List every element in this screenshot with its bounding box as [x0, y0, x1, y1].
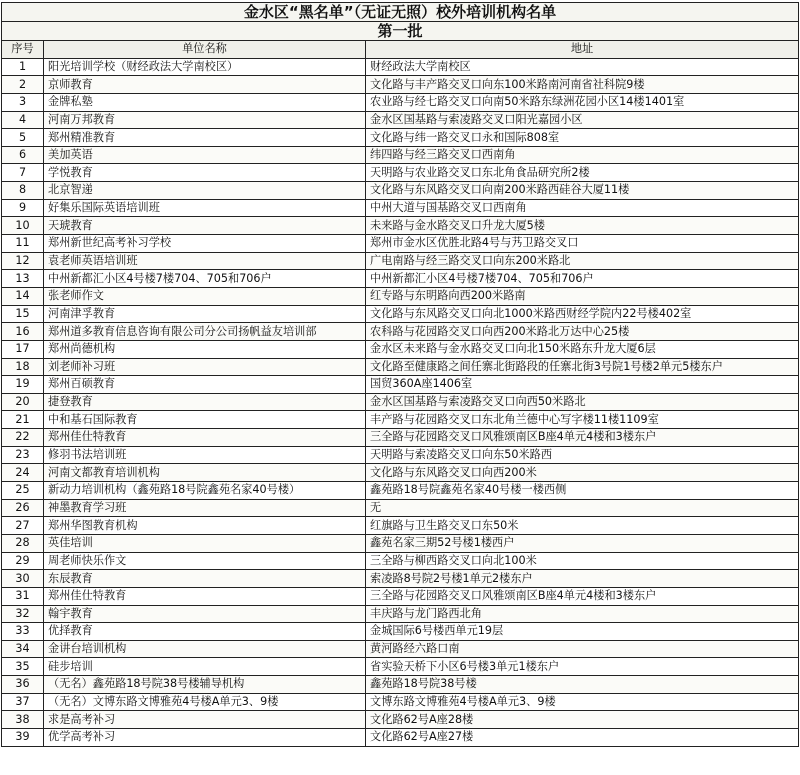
row-name: 修羽书法培训班 — [44, 446, 366, 464]
table-row — [2, 129, 799, 147]
table-row — [2, 728, 799, 746]
row-address: 郑州市金水区优胜北路4号与艿卫路交叉口 — [366, 235, 799, 253]
row-number: 22 — [2, 429, 44, 447]
row-number: 27 — [2, 517, 44, 535]
row-address: 文化路与东风路交叉口向南200米路西硅谷大厦11楼 — [366, 182, 799, 200]
row-number: 37 — [2, 693, 44, 711]
row-address: 鑫苑路18号院鑫苑名家40号楼一楼西侧 — [366, 482, 799, 500]
row-name: （无名）鑫苑路18号院38号楼辅导机构 — [44, 676, 366, 694]
row-number: 2 — [2, 76, 44, 94]
row-name: 东辰教育 — [44, 570, 366, 588]
table-row — [2, 252, 799, 270]
row-name: （无名）文博东路文博雅苑4号楼A单元3、9楼 — [44, 693, 366, 711]
table-row — [2, 376, 799, 394]
row-name: 美加英语 — [44, 146, 366, 164]
table-title: 金水区“黑名单”（无证无照）校外培训机构名单 — [2, 3, 799, 22]
table-row — [2, 217, 799, 235]
row-address: 文化路62号A座28楼 — [366, 711, 799, 729]
header-no: 序号 — [2, 41, 44, 59]
row-name: 北京智递 — [44, 182, 366, 200]
row-name: 捷登教育 — [44, 393, 366, 411]
table-row — [2, 499, 799, 517]
row-address: 无 — [366, 499, 799, 517]
table-row — [2, 199, 799, 217]
row-number: 14 — [2, 287, 44, 305]
row-address: 文化路62号A座27楼 — [366, 728, 799, 746]
table-row — [2, 446, 799, 464]
row-address: 文化路与丰产路交叉口向东100米路南河南省社科院9楼 — [366, 76, 799, 94]
table-row — [2, 605, 799, 623]
row-name: 郑州华图教育机构 — [44, 517, 366, 535]
row-number: 26 — [2, 499, 44, 517]
row-address: 中州新都汇小区4号楼7楼704、705和706户 — [366, 270, 799, 288]
row-address: 广电南路与经三路交叉口向东200米路北 — [366, 252, 799, 270]
table-row — [2, 411, 799, 429]
row-address: 红专路与东明路向西200米路南 — [366, 287, 799, 305]
row-name: 河南万邦教育 — [44, 111, 366, 129]
row-number: 9 — [2, 199, 44, 217]
table-row — [2, 693, 799, 711]
row-address: 文化路与东风路交叉口向西200米 — [366, 464, 799, 482]
table-row — [2, 164, 799, 182]
table-row — [2, 323, 799, 341]
row-number: 24 — [2, 464, 44, 482]
row-number: 23 — [2, 446, 44, 464]
row-address: 中州大道与国基路交叉口西南角 — [366, 199, 799, 217]
row-number: 5 — [2, 129, 44, 147]
table-row — [2, 658, 799, 676]
table-row — [2, 517, 799, 535]
row-address: 财经政法大学南校区 — [366, 58, 799, 76]
row-name: 郑州尚德机构 — [44, 340, 366, 358]
row-name: 河南津孚教育 — [44, 305, 366, 323]
row-name: 金牌私塾 — [44, 93, 366, 111]
row-address: 纬四路与经三路交叉口西南角 — [366, 146, 799, 164]
table-row — [2, 587, 799, 605]
row-address: 红旗路与卫生路交叉口东50米 — [366, 517, 799, 535]
row-number: 21 — [2, 411, 44, 429]
row-address: 三全路与柳西路交叉口向北100米 — [366, 552, 799, 570]
table-row — [2, 640, 799, 658]
table-row — [2, 552, 799, 570]
row-name: 天琥教育 — [44, 217, 366, 235]
row-address: 文化路至健康路之间任寨北街路段的任寨北街3号院1号楼2单元5楼东户 — [366, 358, 799, 376]
table-row — [2, 393, 799, 411]
row-address: 黄河路经六路口南 — [366, 640, 799, 658]
row-name: 优择教育 — [44, 623, 366, 641]
row-number: 34 — [2, 640, 44, 658]
row-address: 三全路与花园路交叉口风雅颂南区B座4单元4楼和3楼东户 — [366, 587, 799, 605]
row-address: 金水区未来路与金水路交叉口向北150米路东升龙大厦6层 — [366, 340, 799, 358]
row-number: 33 — [2, 623, 44, 641]
row-number: 1 — [2, 58, 44, 76]
row-number: 7 — [2, 164, 44, 182]
row-address: 文博东路文博雅苑4号楼A单元3、9楼 — [366, 693, 799, 711]
row-number: 8 — [2, 182, 44, 200]
header-name: 单位名称 — [44, 41, 366, 59]
row-number: 10 — [2, 217, 44, 235]
row-name: 张老师作文 — [44, 287, 366, 305]
table-row — [2, 570, 799, 588]
table-row — [2, 305, 799, 323]
row-name: 郑州新世纪高考补习学校 — [44, 235, 366, 253]
row-name: 袁老师英语培训班 — [44, 252, 366, 270]
row-name: 郑州佳仕特教育 — [44, 587, 366, 605]
row-name: 河南文都教育培训机构 — [44, 464, 366, 482]
row-name: 金讲台培训机构 — [44, 640, 366, 658]
row-number: 4 — [2, 111, 44, 129]
batch-row — [2, 22, 799, 41]
row-name: 郑州百硕教育 — [44, 376, 366, 394]
table-row — [2, 182, 799, 200]
batch-label: 第一批 — [2, 22, 799, 41]
title-row — [2, 3, 799, 22]
row-address: 鑫苑名家三期52号楼1楼西户 — [366, 534, 799, 552]
row-name: 新动力培训机构（鑫苑路18号院鑫苑名家40号楼） — [44, 482, 366, 500]
table-row — [2, 340, 799, 358]
row-number: 35 — [2, 658, 44, 676]
row-name: 中和基石国际教育 — [44, 411, 366, 429]
row-address: 农业路与经七路交叉口向南50米路东绿洲花园小区14楼1401室 — [366, 93, 799, 111]
row-name: 中州新都汇小区4号楼7楼704、705和706户 — [44, 270, 366, 288]
table-row — [2, 58, 799, 76]
row-name: 郑州精准教育 — [44, 129, 366, 147]
row-number: 36 — [2, 676, 44, 694]
row-name: 好集乐国际英语培训班 — [44, 199, 366, 217]
table-row — [2, 235, 799, 253]
table-row — [2, 111, 799, 129]
row-number: 32 — [2, 605, 44, 623]
table-row — [2, 464, 799, 482]
table-row — [2, 623, 799, 641]
table-row — [2, 93, 799, 111]
row-address: 国贸360A座1406室 — [366, 376, 799, 394]
row-name: 优学高考补习 — [44, 728, 366, 746]
row-address: 未来路与金水路交叉口升龙大厦5楼 — [366, 217, 799, 235]
table-row — [2, 270, 799, 288]
row-address: 天明路与索凌路交叉口向东50米路西 — [366, 446, 799, 464]
row-address: 鑫苑路18号院38号楼 — [366, 676, 799, 694]
row-number: 38 — [2, 711, 44, 729]
row-address: 天明路与农业路交叉口东北角食品研究所2楼 — [366, 164, 799, 182]
row-address: 金水区国基路与索凌路交叉口阳光嘉园小区 — [366, 111, 799, 129]
row-address: 丰产路与花园路交叉口东北角兰德中心写字楼11楼1109室 — [366, 411, 799, 429]
row-number: 30 — [2, 570, 44, 588]
row-number: 17 — [2, 340, 44, 358]
table-row — [2, 429, 799, 447]
row-name: 刘老师补习班 — [44, 358, 366, 376]
header-row — [2, 41, 799, 59]
row-number: 39 — [2, 728, 44, 746]
blacklist-table — [1, 2, 799, 747]
row-name: 阳光培训学校（财经政法大学南校区） — [44, 58, 366, 76]
row-number: 29 — [2, 552, 44, 570]
row-address: 农科路与花园路交叉口向西200米路北万达中心25楼 — [366, 323, 799, 341]
table-row — [2, 534, 799, 552]
table-row — [2, 358, 799, 376]
row-address: 索凌路8号院2号楼1单元2楼东户 — [366, 570, 799, 588]
row-number: 25 — [2, 482, 44, 500]
row-number: 20 — [2, 393, 44, 411]
row-name: 求是高考补习 — [44, 711, 366, 729]
row-number: 6 — [2, 146, 44, 164]
row-name: 周老师快乐作文 — [44, 552, 366, 570]
row-name: 京师教育 — [44, 76, 366, 94]
table-row — [2, 482, 799, 500]
table-row — [2, 287, 799, 305]
row-name: 学悦教育 — [44, 164, 366, 182]
row-number: 13 — [2, 270, 44, 288]
row-address: 省实验天桥下小区6号楼3单元1楼东户 — [366, 658, 799, 676]
row-name: 硅步培训 — [44, 658, 366, 676]
row-address: 金水区国基路与索凌路交叉口向西50米路北 — [366, 393, 799, 411]
row-address: 文化路与东风路交叉口向北1000米路西财经学院内22号楼402室 — [366, 305, 799, 323]
header-address: 地址 — [366, 41, 799, 59]
row-address: 三全路与花园路交叉口风雅颂南区B座4单元4楼和3楼东户 — [366, 429, 799, 447]
row-name: 神墨教育学习班 — [44, 499, 366, 517]
row-address: 文化路与纬一路交叉口永和国际808室 — [366, 129, 799, 147]
row-number: 19 — [2, 376, 44, 394]
table-row — [2, 711, 799, 729]
table-row — [2, 146, 799, 164]
row-number: 18 — [2, 358, 44, 376]
table-row — [2, 76, 799, 94]
table-row — [2, 676, 799, 694]
row-number: 28 — [2, 534, 44, 552]
row-address: 金城国际6号楼西单元19层 — [366, 623, 799, 641]
row-name: 英佳培训 — [44, 534, 366, 552]
row-number: 11 — [2, 235, 44, 253]
row-name: 郑州道多教育信息咨询有限公司分公司扬帆益友培训部 — [44, 323, 366, 341]
row-number: 12 — [2, 252, 44, 270]
row-address: 丰庆路与龙门路西北角 — [366, 605, 799, 623]
row-number: 3 — [2, 93, 44, 111]
row-number: 16 — [2, 323, 44, 341]
row-name: 翰宇教育 — [44, 605, 366, 623]
row-number: 15 — [2, 305, 44, 323]
row-name: 郑州佳仕特教育 — [44, 429, 366, 447]
row-number: 31 — [2, 587, 44, 605]
